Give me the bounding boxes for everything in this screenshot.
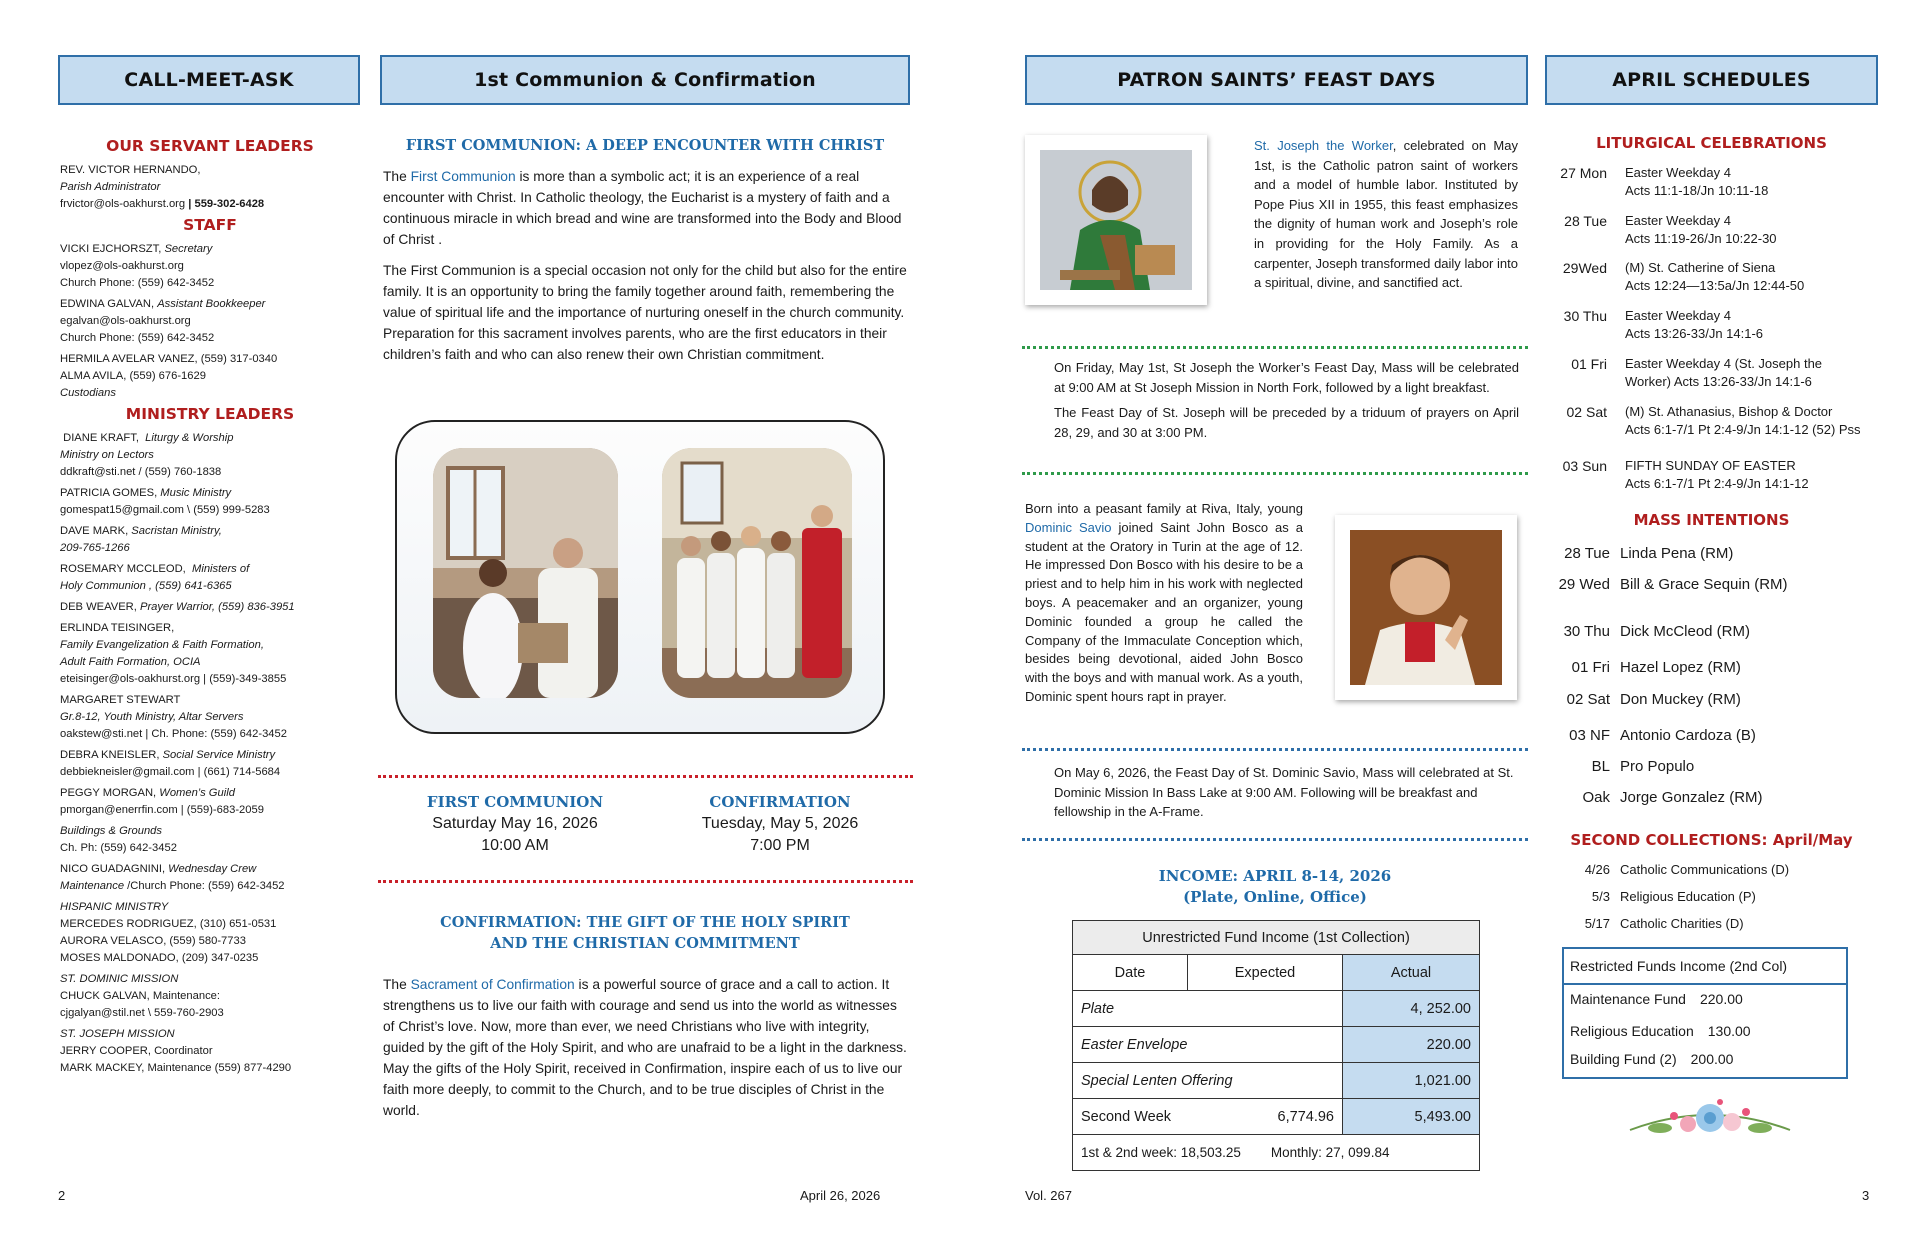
ministry-entry: HISPANIC MINISTRY MERCEDES RODRIGUEZ, (310) 651-0531 AURORA VELASCO, (559) 580-7733 MOSES MALDONADO, (209) 347-0235 <box>60 901 277 964</box>
restricted-funds-title: Restricted Funds Income (2nd Col) <box>1562 947 1848 985</box>
mass-item: Oak Jorge Gonzalez (RM) <box>1582 789 1763 806</box>
confirmation-photo-image <box>662 448 852 698</box>
first-communion-title: FIRST COMMUNION: A DEEP ENCOUNTER WITH CHRIST <box>405 137 885 154</box>
mass-item: 29 Wed Bill & Grace Sequin (RM) <box>1558 576 1788 593</box>
staff-title: STAFF <box>183 216 237 234</box>
dotted-divider <box>378 880 913 883</box>
vicki-email-link[interactable]: vlopez@ols-oakhurst.org <box>60 260 184 272</box>
mass-item: 01 Fri Hazel Lopez (RM) <box>1571 659 1741 676</box>
liturgical-title: LITURGICAL CELEBRATIONS <box>1596 134 1827 152</box>
lit-item: 01 Fri Easter Weekday 4 (St. Joseph the Worker) Acts 13:26-33/Jn 14:1-6 <box>1571 356 1823 389</box>
mass-item: 03 NF Antonio Cardoza (B) <box>1569 727 1756 744</box>
ministry-entry: ST. DOMINIC MISSION CHUCK GALVAN, Maintenance: cjgalyan@stil.net \ 559-760-2903 <box>60 971 360 1022</box>
restricted-item: Religious Education 130.00 <box>1570 1023 1751 1039</box>
first-communion-photo-image <box>433 448 618 698</box>
lit-item: 27 Mon Easter Weekday 4 Acts 11:1-18/Jn 10:11-18 <box>1560 165 1769 198</box>
first-communion-text: The First Communion is more than a symbolic act; it is an experience of a real encounter with Christ. In Catholic theology, the Eucharist is a mystery of faith and a continuous miracle in which bread and wine are transformed into the Body and Blood of Christ . The First Communion is a special occasion not only for the child but also for the entire family. It is an opportunity to bring the family together around faith, remembering the value of spiritual life and the importance of nurturing oneself in the church community. Preparation for this sacrament involves parents, who are the first educators in their children’s faith and who can also renew their own Christian commitment. <box>383 169 907 362</box>
pastor-entry: REV. VICTOR HERNANDO, Parish Administrator frvictor@ols-oakhurst.org | 559-302-6428 <box>60 164 265 210</box>
restricted-item: Maintenance Fund 220.00 <box>1570 991 1743 1007</box>
mass-item: 02 Sat Don Muckey (RM) <box>1566 691 1741 708</box>
restricted-item: Building Fund (2) 200.00 <box>1570 1051 1734 1067</box>
margaret-contact-link[interactable]: oakstew@sti.net | Ch. Phone: (559) 642-3452 <box>60 728 287 740</box>
dotted-divider <box>1022 472 1528 475</box>
dominic-savio-link[interactable]: Dominic Savio <box>1025 519 1112 535</box>
staff-entry: HERMILA AVELAR VANEZ, (559) 317-0340 ALMA AVILA, (559) 676-1629 Custodians <box>60 353 278 399</box>
confirmation-text: The Sacrament of Confirmation is a powerful source of grace and a call to action. It strengthens us to live our faith with courage and send us into the world as witnesses of Christ’s love. Now, more than ever, we need Christians who live with integrity, guided by the gift of the Holy Spirit, and who are unafraid to be a light in the darkness. May the gifts of the Holy Spirit, received in Confirmation, inspire each of us to live our faith more deeply, to commit to the Church, and to be true disciples of Christ in the world. <box>383 977 907 1118</box>
lit-item: 03 Sun FIFTH SUNDAY OF EASTER Acts 6:1-7/1 Pt 2:4-9/Jn 14:1-12 <box>1562 458 1809 491</box>
second-collection-item: 5/3 Religious Education (P) <box>1591 889 1756 904</box>
edwina-email-link[interactable]: egalvan@ols-oakhurst.org <box>60 315 191 327</box>
mass-item: BL Pro Populo <box>1591 758 1695 775</box>
confirmation-photo <box>662 448 852 698</box>
income-table-header-row: Date Expected Actual <box>1073 955 1480 991</box>
peggy-contact-link[interactable]: pmorgan@enerrfin.com | (559)-683-2059 <box>60 804 264 816</box>
ministry-entry: ST. JOSEPH MISSION JERRY COOPER, Coordinator MARK MACKEY, Maintenance (559) 877-4290 <box>60 1028 292 1074</box>
table-row: Second Week 6,774.96 5,493.00 <box>1073 1099 1480 1135</box>
lit-item: 02 Sat (M) St. Athanasius, Bishop & Doctor Acts 6:1-7/1 Pt 2:4-9/Jn 14:1-12 (52) Pss <box>1566 404 1861 437</box>
second-collections-title: SECOND COLLECTIONS: April/May <box>1570 831 1853 849</box>
lit-item: 28 Tue Easter Weekday 4 Acts 11:19-26/Jn 10:22-30 <box>1564 213 1777 246</box>
pastor-email-link[interactable]: frvictor@ols-oakhurst.org <box>60 198 186 210</box>
second-collection-item: 5/17 Catholic Charities (D) <box>1584 916 1744 931</box>
footer-volume: Vol. 267 <box>1025 1188 1072 1203</box>
ministry-entry: ROSEMARY MCCLEOD, Ministers of Holy Communion , (559) 641-6365 <box>60 563 250 592</box>
sacrament-confirmation-link[interactable]: Sacrament of Confirmation <box>410 977 575 992</box>
st-joseph-text: St. Joseph the Worker, celebrated on May 1st, is the Catholic patron saint of workers and a model of humble labor. Instituted by Pope Pius XII in 1955, this feast emphasizes the dignity of human work and Joseph’s role in providing for the Holy Family. As a carpenter, Joseph transformed daily labor into a spiritual, divine, and sanctified act. <box>1254 138 1518 291</box>
ministry-entry: NICO GUADAGNINI, Wednesday Crew Maintenance /Church Phone: (559) 642-3452 <box>60 863 285 892</box>
ministry-entry: MARGARET STEWART Gr.8-12, Youth Ministry, Altar Servers oakstew@sti.net | Ch. Phone: (559) 642-3452 <box>60 692 360 743</box>
income-total-row: 1st & 2nd week: 18,503.25 Monthly: 27, 099.84 <box>1073 1135 1480 1171</box>
st-joseph-mass-note: On Friday, May 1st, St Joseph the Worker’s Feast Day, Mass will be celebrated at 9:00 AM at St Joseph Mission in North Fork, followed by a light breakfast. The Feast Day of St. Joseph will be preceded by a triduum of prayers on April 28, 29, and 30 at 3:00 PM. <box>1054 360 1519 440</box>
page-number-right: 3 <box>1862 1188 1870 1203</box>
mass-item: 30 Thu Dick McCleod (RM) <box>1563 623 1751 640</box>
header-patron-saints: PATRON SAINTS’ FEAST DAYS <box>1025 55 1528 105</box>
table-row: Plate 4, 252.00 <box>1073 991 1480 1027</box>
income-table-title-row: Unrestricted Fund Income (1st Collection) <box>1073 921 1480 955</box>
ministry-entry: PATRICIA GOMES, Music Ministry gomespat15@gmail.com \ (559) 999-5283 <box>60 485 360 519</box>
mass-item: 28 Tue Linda Pena (RM) <box>1564 545 1734 562</box>
dominic-savio-mass-note: On May 6, 2026, the Feast Day of St. Dominic Savio, Mass will celebrated at St. Dominic Mission In Bass Lake at 9:00 AM. Following will be breakfast and fellowship in the A-Frame. <box>1054 765 1514 820</box>
flower-decoration-icon <box>1620 1090 1800 1150</box>
ministry-entry: DEBRA KNEISLER, Social Service Ministry debbiekneisler@gmail.com | (661) 714-5684 <box>60 747 360 781</box>
first-communion-event: FIRST COMMUNION Saturday May 16, 2026 10:00 AM <box>426 793 604 854</box>
patricia-contact-link[interactable]: gomespat15@gmail.com \ (559) 999-5283 <box>60 504 270 516</box>
dotted-divider <box>1022 748 1528 751</box>
dominic-savio-image <box>1350 530 1502 685</box>
confirmation-event: CONFIRMATION Tuesday, May 5, 2026 7:00 PM <box>701 793 859 854</box>
restricted-funds-box <box>1562 985 1848 1079</box>
ministry-entry: PEGGY MORGAN, Women’s Guild pmorgan@enerrfin.com | (559)-683-2059 <box>60 785 360 819</box>
table-row: Easter Envelope 220.00 <box>1073 1027 1480 1063</box>
dotted-divider <box>378 775 913 778</box>
servant-leaders-title: OUR SERVANT LEADERS <box>106 137 314 155</box>
header-communion-confirmation: 1st Communion & Confirmation <box>380 55 910 105</box>
dotted-divider <box>1022 346 1528 349</box>
ministry-entry: DAVE MARK, Sacristan Ministry, 209-765-1266 <box>60 525 222 554</box>
ministry-entry: Buildings & Grounds Ch. Ph: (559) 642-3452 <box>60 825 177 854</box>
chuck-contact-link[interactable]: cjgalyan@stil.net \ 559-760-2903 <box>60 1007 224 1019</box>
table-row: Special Lenten Offering 1,021.00 <box>1073 1063 1480 1099</box>
staff-entry: VICKI EJCHORSZT, Secretary vlopez@ols-oakhurst.org Church Phone: (559) 642-3452 <box>60 241 360 292</box>
first-communion-photo <box>433 448 618 698</box>
lit-item: 29Wed (M) St. Catherine of Siena Acts 12:24—13:5a/Jn 12:44-50 <box>1562 260 1805 293</box>
second-collection-item: 4/26 Catholic Communications (D) <box>1584 862 1790 877</box>
ministry-entry: DEB WEAVER, Prayer Warrior, (559) 836-3951 <box>60 601 295 613</box>
st-joseph-link[interactable]: St. Joseph the Worker <box>1254 138 1393 153</box>
contacts-column <box>60 134 360 1081</box>
income-table <box>1072 920 1480 1171</box>
debra-contact-link[interactable]: debbiekneisler@gmail.com | (661) 714-5684 <box>60 766 281 778</box>
income-title: INCOME: APRIL 8-14, 2026 (Plate, Online, Office) <box>1158 867 1392 906</box>
dominic-savio-image-frame <box>1335 515 1517 700</box>
ministry-entry: DIANE KRAFT, Liturgy & Worship Ministry on Lectors ddkraft@sti.net / (559) 760-1838 <box>60 430 360 481</box>
ministry-leaders-title: MINISTRY LEADERS <box>125 405 295 423</box>
st-joseph-image <box>1040 150 1192 290</box>
first-communion-link[interactable]: First Communion <box>410 169 516 184</box>
confirmation-title: CONFIRMATION: THE GIFT OF THE HOLY SPIRIT AND THE CHRISTIAN COMMITMENT <box>440 914 850 952</box>
diane-contact-link[interactable]: ddkraft@sti.net / (559) 760-1838 <box>60 466 222 478</box>
ministry-entry: ERLINDA TEISINGER, Family Evangelization & Faith Formation, Adult Faith Formation, OCIA eteisinger@ols-oakhurst.org | (559)-349-3855 <box>60 620 360 688</box>
footer-date: April 26, 2026 <box>800 1188 881 1203</box>
st-joseph-image-frame <box>1025 135 1207 305</box>
header-april-schedules: APRIL SCHEDULES <box>1545 55 1878 105</box>
dotted-divider <box>1022 838 1528 841</box>
header-call-meet-ask: CALL-MEET-ASK <box>58 55 360 105</box>
mass-intentions-title: MASS INTENTIONS <box>1633 511 1790 529</box>
dominic-savio-text: Born into a peasant family at Riva, Italy, young Dominic Savio joined Saint John Bosco as a student at the Oratory in Turin at the age of 12. He impressed Don Bosco with his desire to be a priest and to help him in his work with neglected boys. A peacemaker and an organizer, young Dominic founded a group he called the Company of the Immaculate Conception which, besides being devotional, aided John Bosco with the boys and with manual work. As a youth, Dominic spent hours rapt in prayer. <box>1025 501 1303 704</box>
page-number-left: 2 <box>58 1188 66 1203</box>
erlinda-contact-link[interactable]: eteisinger@ols-oakhurst.org | (559)-349-3855 <box>60 673 287 685</box>
staff-entry: EDWINA GALVAN, Assistant Bookkeeper egalvan@ols-oakhurst.org Church Phone: (559) 642-3452 <box>60 296 360 347</box>
lit-item: 30 Thu Easter Weekday 4 Acts 13:26-33/Jn 14:1-6 <box>1563 308 1764 341</box>
